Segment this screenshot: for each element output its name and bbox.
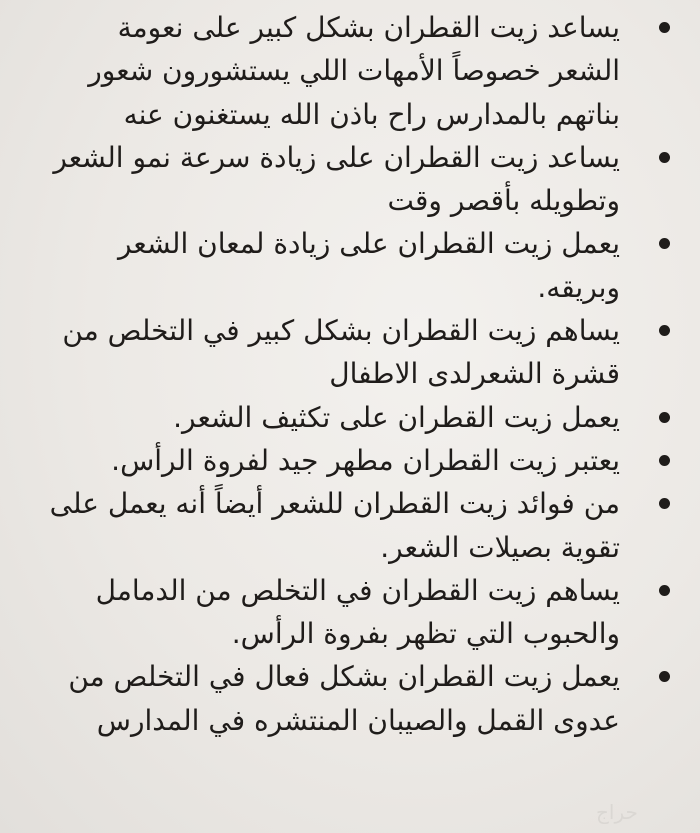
list-item-text: يعتبر زيت القطران مطهر جيد لفروة الرأس. xyxy=(111,443,620,477)
list-item-text: يساهم زيت القطران في التخلص من الدمامل والحبوب التي تظهر بفروة الرأس. xyxy=(95,573,620,651)
list-item xyxy=(40,569,678,656)
bullet-icon xyxy=(659,498,670,509)
list-item-text: يساهم زيت القطران بشكل كبير في التخلص من قشرة الشعرلدى الاطفال xyxy=(62,314,620,391)
bullet-icon xyxy=(659,412,670,423)
bullet-icon xyxy=(659,671,670,682)
list-item-text: من فوائد زيت القطران للشعر أيضاً أنه يعمل على تقوية بصيلات الشعر. xyxy=(49,487,620,564)
list-item xyxy=(40,482,678,569)
list-item-text: يساعد زيت القطران بشكل كبير على نعومة الشعر خصوصاً الأمهات اللي يستشورون شعور بناتهم بالمدارس راح باذن الله يستغنون عنه xyxy=(88,11,620,131)
bullet-icon xyxy=(659,455,670,466)
bullet-icon xyxy=(659,238,670,249)
list-item xyxy=(40,396,678,439)
benefits-list xyxy=(40,6,678,742)
bullet-icon xyxy=(659,22,670,33)
list-item xyxy=(40,439,678,482)
list-item xyxy=(40,655,678,742)
bullet-icon xyxy=(659,585,670,596)
bullet-icon xyxy=(659,325,670,336)
list-item xyxy=(40,6,678,136)
list-item xyxy=(40,309,678,396)
watermark-logo: حراج xyxy=(596,800,638,824)
list-item-text: يعمل زيت القطران على تكثيف الشعر. xyxy=(173,400,620,434)
list-item-text: يعمل زيت القطران على زيادة لمعان الشعر وبريقه. xyxy=(117,227,620,304)
list-item xyxy=(40,136,678,223)
list-item-text: يساعد زيت القطران على زيادة سرعة نمو الشعر وتطويله بأقصر وقت xyxy=(53,140,620,218)
list-item xyxy=(40,222,678,309)
bullet-icon xyxy=(659,152,670,163)
list-item-text: يعمل زيت القطران بشكل فعال في التخلص من عدوى القمل والصيبان المنتشره في المدارس xyxy=(68,660,620,737)
